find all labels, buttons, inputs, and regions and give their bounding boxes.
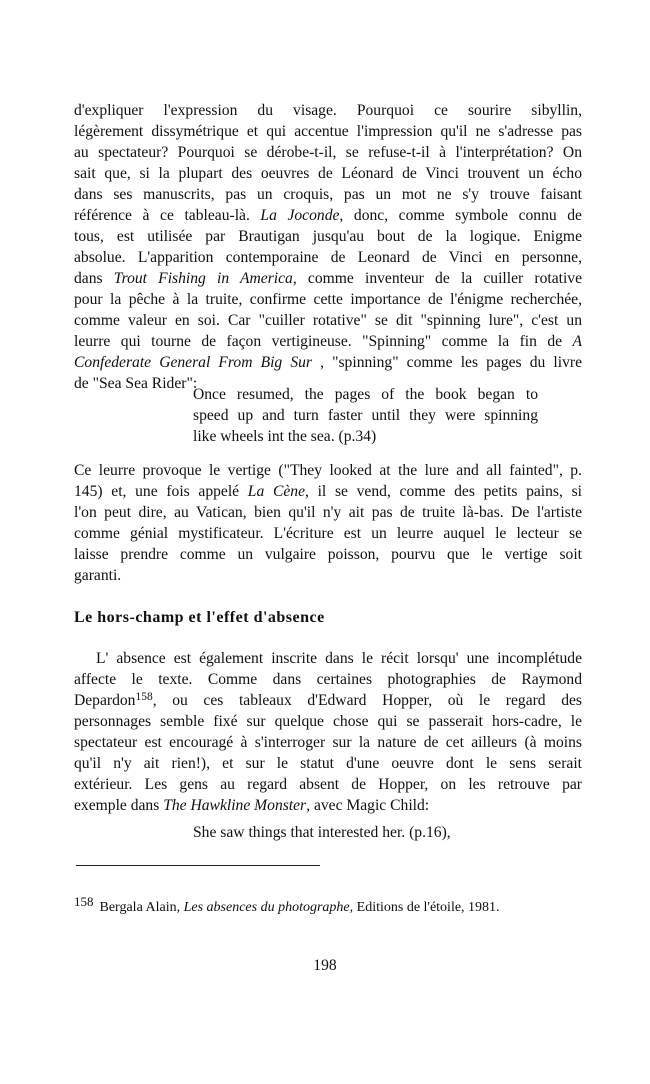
book-title: A [572, 333, 582, 350]
footnote-divider [76, 865, 320, 866]
paragraph-2 [74, 460, 582, 586]
footnote-title: Les absences du photographe, [183, 900, 354, 915]
paragraph-text: , comme inventeur de la cuiller rotative [292, 270, 582, 287]
paragraph-text: , donc, comme symbole connu de [339, 207, 582, 224]
paragraph-line [74, 331, 582, 352]
paragraph-line [74, 247, 582, 268]
footnote-author: Bergala Alain, [99, 900, 184, 915]
paragraph-line: qu'il n'y ait rien!), et sur le statut d'une oeuvre dont le sens serait [74, 755, 582, 772]
paragraph-line [74, 184, 582, 205]
paragraph-text: référence à ce tableau-là. [74, 207, 261, 224]
footnote-number: 158 [74, 894, 94, 909]
page-number: 198 [313, 957, 337, 974]
block-quote-1 [193, 384, 538, 447]
paragraph-text: , il se vend, comme des petits pains, si [305, 483, 582, 500]
paragraph-3 [74, 648, 582, 816]
paragraph-line [74, 121, 582, 142]
paragraph-text: laisse prendre comme un vulgaire poisson, pourvu que le vertige soit [74, 546, 582, 563]
paragraph-line [74, 289, 582, 310]
paragraph-text: absolue. L'apparition contemporaine de Leonard de Vinci en personne, [74, 249, 582, 266]
paragraph-line: personnages semble fixé sur quelque chose qui se passerait hors-cadre, le [74, 713, 582, 730]
paragraph-text: légèrement dissymétrique et qui accentue l'impression qu'il ne s'adresse pas [74, 123, 582, 140]
paragraph-text: , "spinning" comme les pages du livre [312, 354, 583, 371]
paragraph-line [74, 268, 582, 289]
paragraph-text: , avec Magic Child: [306, 797, 430, 814]
paragraph-line [74, 565, 582, 586]
paragraph-line: extérieur. Les gens au regard absent de Hopper, on les retrouve par [74, 776, 582, 793]
quote-line: Once resumed, the pages of the book began to [193, 386, 538, 403]
paragraph-text: au spectateur? Pourquoi se dérobe-t-il, se refuse-t-il à l'interprétation? On [74, 144, 582, 161]
paragraph-line [74, 226, 582, 247]
section-heading: Le hors-champ et l'effet d'absence [74, 609, 325, 626]
paragraph-text: leurre qui tourne de façon vertigineuse. "Spinning" comme la fin de [74, 333, 573, 350]
paragraph-line [74, 795, 582, 816]
paragraph-text: exemple dans [74, 797, 164, 814]
paragraph-text: dans [74, 270, 114, 287]
paragraph-line [74, 460, 582, 481]
paragraph-text: l'on peut dire, au Vatican, bien qu'il n'y ait pas de truite là-bas. De l'artiste [74, 504, 582, 521]
paragraph-line [74, 163, 582, 184]
paragraph-text: comme valeur en soi. Car "cuiller rotative" se dit "spinning lure", c'est un [74, 312, 582, 329]
paragraph-line: affecte le texte. Comme dans certaines photographies de Raymond [74, 671, 582, 688]
book-title: La Joconde [260, 207, 340, 224]
paragraph-text: dans ses manuscrits, pas un croquis, pas un mot ne s'y trouve faisant [74, 186, 582, 203]
paragraph-line [74, 142, 582, 163]
paragraph-line [74, 481, 582, 502]
paragraph-line: spectateur est encouragé à s'interroger sur la nature de cet ailleurs (à moins [74, 734, 582, 751]
footnote-reference[interactable]: 158 [135, 691, 153, 703]
book-title: The Hawkline Monster [163, 797, 307, 814]
paragraph-text: tous, est utilisée par Brautigan jusqu'au bout de la logique. Enigme [74, 228, 582, 245]
paragraph-line: L' absence est également inscrite dans le récit lorsqu' une incomplétude [96, 650, 582, 667]
quote-line: She saw things that interested her. (p.16), [193, 824, 451, 841]
paragraph-line [74, 310, 582, 331]
footnote [74, 894, 500, 916]
paragraph-text: sait que, si la plupart des oeuvres de Léonard de Vinci trouvent un écho [74, 165, 582, 182]
book-title: La Cène [247, 483, 305, 500]
paragraph-text: , ou ces tableaux d'Edward Hopper, où le regard des [152, 692, 582, 709]
paragraph-text: 145) et, une fois appelé [74, 483, 248, 500]
quote-line: speed up and turn faster until they were spinning [193, 407, 538, 424]
paragraph-line [74, 523, 582, 544]
book-title: Trout Fishing in America [113, 270, 293, 287]
paragraph-text: Ce leurre provoque le vertige ("They looked at the lure and all fainted", p. [74, 462, 582, 479]
paragraph-line [74, 352, 582, 373]
quote-line: like wheels int the sea. (p.34) [193, 428, 377, 445]
paragraph-line [74, 690, 582, 711]
paragraph-text: de "Sea Sea Rider": [74, 375, 198, 392]
paragraph-text: Depardon [74, 692, 136, 709]
paragraph-text: garanti. [74, 567, 122, 584]
footnote-publisher: Editions de l'étoile, 1981. [353, 900, 500, 915]
paragraph-text: comme génial mystificateur. L'écriture est un leurre auquel le lecteur se [74, 525, 582, 542]
paragraph-line [74, 544, 582, 565]
paragraph-text: pour la pêche à la truite, confirme cette importance de l'énigme recherchée, [74, 291, 582, 308]
book-title: Confederate General From Big Sur [74, 354, 313, 371]
block-quote-2 [193, 822, 538, 843]
paragraph-line [74, 100, 582, 121]
paragraph-1 [74, 100, 582, 394]
paragraph-line [74, 205, 582, 226]
paragraph-line [74, 502, 582, 523]
paragraph-text: d'expliquer l'expression du visage. Pourquoi ce sourire sibyllin, [74, 102, 582, 119]
